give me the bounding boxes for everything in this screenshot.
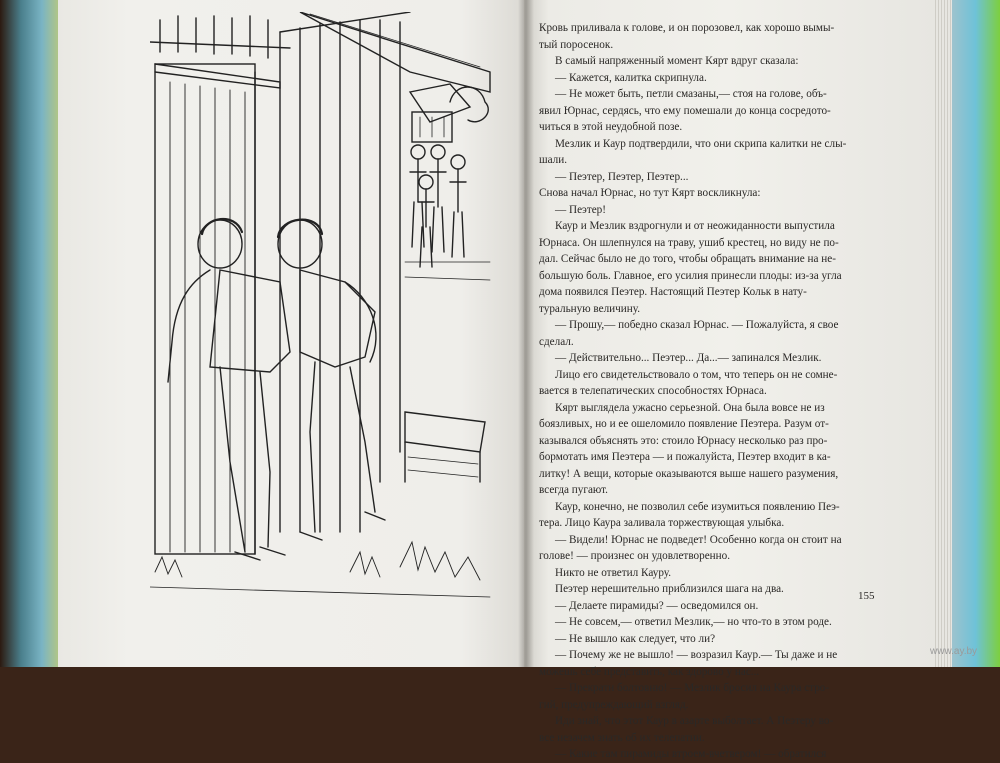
text-line: — Не вышло как следует, что ли? (555, 632, 716, 645)
text-line: — Видели! Юрнас не подведет! Особенно когда он стоит на (555, 533, 842, 546)
text-line: Иди знай, что этот Каур в азарте выболтает. А Пеэтеру во- (555, 715, 834, 727)
text-line: Юрнаса. Он шлепнулся на траву, ушиб крестец, но виду не по- (539, 236, 839, 249)
text-line: дал. Сейчас было не до того, чтобы обращать внимание на не- (539, 253, 836, 265)
text-line: — Пеэтер! (555, 203, 607, 216)
body-text (539, 20, 867, 763)
book-gutter (518, 0, 534, 667)
text-line: В самый напряженный момент Кярт вдруг сказала: (555, 55, 799, 67)
text-line: Пеэтер нерешительно приблизился шага на два. (555, 583, 784, 595)
text-line: можешь себе представить, как здорово у нас... (539, 665, 760, 678)
text-line: Снова начал Юрнас, но тут Кярт воскликнула: (539, 187, 761, 199)
text-line: явил Юрнас, сердясь, что ему помешали до конца сосредото- (539, 104, 831, 117)
text-line: — Делаете пирамиды? — осведомился он. (555, 599, 759, 612)
text-line: — Пеэтер, Пеэтер, Пеэтер... (555, 170, 689, 183)
text-line: боязливых, но и ее ошеломило появление Пеэтера. Разум от- (539, 418, 829, 430)
text-line: — Почему же не вышло! — возразил Каур.— Ты даже и не (555, 649, 838, 661)
text-line: тый поросенок. (539, 38, 614, 51)
text-line: казывался объяснять это: стоило Юрнасу несколько раз про- (539, 434, 828, 447)
text-line: литку! А вещи, которые оказываются выше нашего разумения, (539, 467, 839, 480)
text-line: голове! — произнес он удовлетворенно. (539, 550, 731, 562)
text-line: большую боль. Главное, его усилия принесли плоды: из-за угла (539, 269, 842, 282)
text-line: все незачем знать об их телепатии. (539, 731, 705, 744)
text-line: читься в этой неудобной позе. (539, 121, 683, 133)
page-number: 155 (858, 590, 875, 602)
text-line: — Прошу,— победно сказал Юрнас. — Пожалуйста, я свое (555, 319, 839, 331)
text-line: Лицо его свидетельствовало о том, что теперь он не сомне- (555, 368, 838, 381)
text-line: туральную величину. (539, 302, 641, 315)
text-line: вается в телепатических способностях Юрнаса. (539, 385, 767, 397)
text-line: — Действительно... Пеэтер... Да...— запинался Мезлик. (555, 352, 822, 364)
text-line: — Не может быть, петли смазаны,— стоя на голове, объ- (555, 88, 827, 100)
text-line: Никто не ответил Кауру. (555, 566, 672, 579)
text-line: шали. (539, 154, 568, 166)
text-line: Мезлик и Каур подтвердили, что они скрипа калитки не слы- (555, 137, 847, 150)
watermark: www.ay.by (930, 646, 978, 657)
text-line: — Прекрати болтовню! — Мезлик бросил на Каура стро- (555, 682, 830, 694)
text-line: тера. Лицо Каура заливала торжествующая улыбка. (539, 517, 785, 529)
text-line: Каур, конечно, не позволил себе изумиться появлению Пеэ- (555, 500, 840, 513)
book-illustration (150, 12, 495, 602)
text-line: бормотать имя Пеэтера — и пожалуйста, Пеэтер входит в ка- (539, 451, 831, 463)
text-line: — Не совсем,— ответил Мезлик,— но что-то в этом роде. (555, 616, 832, 628)
text-line: дома появился Пеэтер. Настоящий Пеэтер Кольк в нату- (539, 286, 807, 298)
text-line: Каур и Мезлик вздрогнули и от неожиданности выпустила (555, 220, 835, 232)
text-line: Кровь приливала к голове, и он порозовел, как хорошо вымы- (539, 22, 835, 34)
text-line: — Какие там пирамиды втроем-вчетвером! — обратился (555, 748, 827, 760)
text-line: Кярт выглядела ужасно серьезной. Она была вовсе не из (555, 401, 825, 414)
text-line: — Кажется, калитка скрипнула. (555, 71, 707, 84)
text-line: всегда пугают. (539, 484, 608, 496)
text-line: гий, предупреждающий взгляд. (539, 698, 689, 711)
text-line: сделал. (539, 335, 574, 348)
